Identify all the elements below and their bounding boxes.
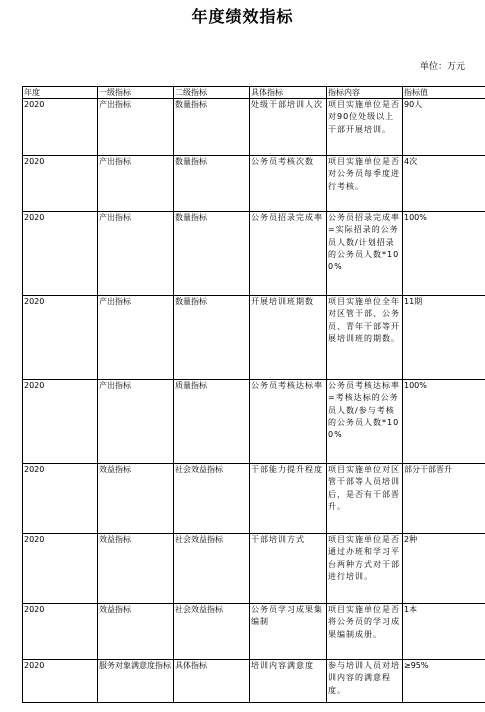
table-row xyxy=(23,534,485,604)
cell-level2: 数量指标 xyxy=(174,99,250,156)
table-row xyxy=(23,604,485,660)
cell-value: 4次 xyxy=(403,156,485,212)
cell-specific: 培训内容满意度 xyxy=(250,660,327,703)
cell-level1: 服务对象满意度指标 xyxy=(98,660,174,703)
cell-value: ≥95% xyxy=(403,660,485,703)
page-title: 年度绩效指标 xyxy=(191,7,294,26)
table-row xyxy=(23,99,485,156)
cell-level1: 产出指标 xyxy=(98,380,174,464)
cell-content: 公务员考核达标率=考核达标的公务员人数/参与考核的公务员人数*100% xyxy=(327,380,403,464)
cell-specific: 干部培训方式 xyxy=(250,534,327,604)
table-header-row xyxy=(23,87,485,99)
cell-value: 部分干部晋升 xyxy=(403,464,485,534)
table-row xyxy=(23,156,485,212)
cell-level2: 数量指标 xyxy=(174,212,250,296)
cell-level1: 效益指标 xyxy=(98,534,174,604)
cell-value: 2种 xyxy=(403,534,485,604)
table-row xyxy=(23,212,485,296)
cell-year: 2020 xyxy=(23,380,98,464)
cell-specific: 公务员招录完成率 xyxy=(250,212,327,296)
header-level2: 二级指标 xyxy=(174,87,250,99)
cell-year: 2020 xyxy=(23,660,98,703)
table-row xyxy=(23,464,485,534)
cell-value: 11期 xyxy=(403,296,485,380)
cell-level2: 数量指标 xyxy=(174,296,250,380)
cell-specific: 处级干部培训人次 xyxy=(250,99,327,156)
cell-level2: 社会效益指标 xyxy=(174,604,250,660)
cell-year: 2020 xyxy=(23,99,98,156)
cell-level1: 效益指标 xyxy=(98,604,174,660)
table-row xyxy=(23,380,485,464)
cell-content: 公务员招录完成率=实际招录的公务员人数/计划招录的公务员人数*100% xyxy=(327,212,403,296)
cell-specific: 公务员考核次数 xyxy=(250,156,327,212)
cell-level1: 效益指标 xyxy=(98,464,174,534)
cell-value: 1本 xyxy=(403,604,485,660)
cell-year: 2020 xyxy=(23,156,98,212)
cell-content: 项目实施单位对区管干部等人员培训后，是否有干部晋升。 xyxy=(327,464,403,534)
table-row xyxy=(23,660,485,703)
cell-specific: 公务员学习成果集编制 xyxy=(250,604,327,660)
header-value: 指标值 xyxy=(403,87,485,99)
unit-label: 单位：万元 xyxy=(419,62,465,72)
cell-value: 100% xyxy=(403,380,485,464)
cell-content: 项目实施单位是否将公务员的学习成果编制成册。 xyxy=(327,604,403,660)
performance-indicator-table xyxy=(22,86,485,703)
cell-year: 2020 xyxy=(23,464,98,534)
cell-specific: 公务员考核达标率 xyxy=(250,380,327,464)
cell-content: 项目实施单位是否对90位处级以上干部开展培训。 xyxy=(327,99,403,156)
cell-content: 参与培训人员对培训内容的满意程度。 xyxy=(327,660,403,703)
cell-year: 2020 xyxy=(23,534,98,604)
header-level1: 一级指标 xyxy=(98,87,174,99)
cell-specific: 开展培训班期数 xyxy=(250,296,327,380)
header-content: 指标内容 xyxy=(327,87,403,99)
cell-level2: 社会效益指标 xyxy=(174,464,250,534)
header-specific: 具体指标 xyxy=(250,87,327,99)
cell-year: 2020 xyxy=(23,604,98,660)
cell-level1: 产出指标 xyxy=(98,156,174,212)
cell-level1: 产出指标 xyxy=(98,99,174,156)
cell-level2: 质量指标 xyxy=(174,380,250,464)
cell-value: 100% xyxy=(403,212,485,296)
cell-year: 2020 xyxy=(23,296,98,380)
cell-level1: 产出指标 xyxy=(98,296,174,380)
cell-content: 项目实施单位全年对区管干部、公务员、青年干部等开展培训班的期数。 xyxy=(327,296,403,380)
cell-content: 项目实施单位是否对公务员每季度进行考核。 xyxy=(327,156,403,212)
cell-specific: 干部能力提升程度 xyxy=(250,464,327,534)
cell-value: 90人 xyxy=(403,99,485,156)
cell-level2: 具体指标 xyxy=(174,660,250,703)
cell-level2: 社会效益指标 xyxy=(174,534,250,604)
cell-level1: 产出指标 xyxy=(98,212,174,296)
cell-level2: 数量指标 xyxy=(174,156,250,212)
cell-content: 项目实施单位是否通过办班和学习平台两种方式对干部进行培训。 xyxy=(327,534,403,604)
header-year: 年度 xyxy=(23,87,98,99)
table-row xyxy=(23,296,485,380)
cell-year: 2020 xyxy=(23,212,98,296)
